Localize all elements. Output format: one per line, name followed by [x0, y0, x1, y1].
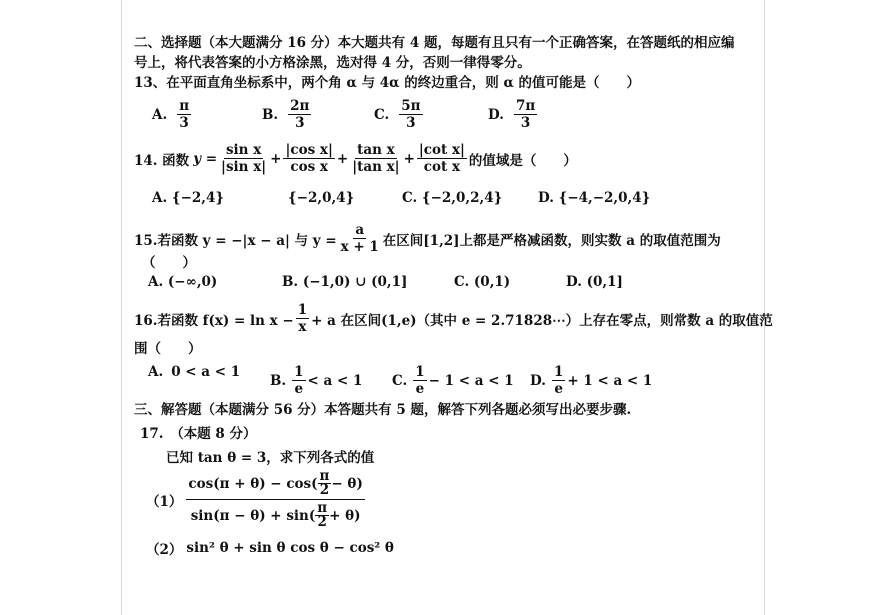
q16-option-b[interactable]: B. 1 e < a < 1 — [270, 364, 363, 397]
fraction: $\frac{\text{sin x}}{\text{|sin x|}}$ — [221, 142, 267, 175]
fraction: 2π 3 — [290, 98, 310, 131]
q17-part1: （1） cos(π + θ) − cos( π 2 − θ) sin(π − θ) + sin( π 2 + θ) — [146, 468, 363, 530]
q13-option-b[interactable]: B. 2π 3 — [262, 98, 310, 131]
fraction: 1 e — [553, 364, 564, 397]
fraction: cos(π + θ) − cos( π 2 − θ) sin(π − θ) + sin( π 2 + θ) — [188, 468, 363, 530]
q15-stem: 15.若函数 y = −|x − a| 与 y = $\frac{a}{x + 1}$ 在区间[1,2]上都是严格减函数，则实数 a 的取值范围为 — [134, 222, 721, 255]
q17-given: 已知 tan θ = 3，求下列各式的值 — [166, 450, 375, 466]
q15-option-a[interactable]: A. (−∞,0) — [148, 274, 218, 290]
q15-option-b[interactable]: B. (−1,0) ∪ (0,1] — [282, 274, 408, 290]
q15-option-d[interactable]: D. (0,1] — [566, 274, 623, 290]
section2-line1: 二、选择题（本大题满分 16 分）本大题共有 4 题，每题有且只有一个正确答案，在答题纸的相应编 — [134, 35, 735, 51]
fraction: $\frac{\text{tan x}}{\text{|tan x|}}$ — [352, 142, 400, 175]
q13-option-a[interactable]: A. π 3 — [152, 98, 190, 131]
q14-option-a[interactable]: A. {−2,4} — [152, 190, 225, 206]
q13-stem: 13、在平面直角坐标系中，两个角 α 与 4α 的终边重合，则 α 的值可能是（ ） — [134, 75, 641, 91]
fraction: π 2 — [319, 468, 330, 498]
q17-part2: （2） sin² θ + sin θ cos θ − cos² θ — [146, 540, 394, 558]
fraction: π 2 — [317, 500, 328, 530]
fraction: $\frac{a}{x + 1}$ — [340, 222, 379, 255]
fraction: 5π 3 — [401, 98, 421, 131]
q13-option-d[interactable]: D. 7π 3 — [488, 98, 536, 131]
q13-option-c[interactable]: C. 5π 3 — [374, 98, 421, 131]
fraction: 1 e — [415, 364, 425, 397]
q16-option-d[interactable]: D. 1 e + 1 < a < 1 — [530, 364, 653, 397]
q16-line2: 围（ ） — [134, 341, 202, 357]
q14-option-b[interactable]: {−2,0,4} — [288, 190, 355, 206]
q14-option-d[interactable]: D. {−4,−2,0,4} — [538, 190, 651, 206]
q17-head: 17. （本题 8 分） — [140, 426, 257, 442]
q15-paren: （ ） — [142, 255, 196, 271]
q14-stem: 14. 函数 y = $\frac{\text{sin x}}{\text{|sin x|}}$ + $\frac{\text{|cos x|}}{\text{cos x}}$ + $\frac{\text{tan x}}{\text{|tan x|}}$ + $\frac{\text{|cot x|}}{\text{cot x}}$ 的值域是（ ） — [134, 142, 577, 175]
q16-option-c[interactable]: C. 1 e − 1 < a < 1 — [392, 364, 514, 397]
q16-option-a[interactable]: A. 0 < a < 1 — [148, 364, 241, 380]
q16-stem: 16.若函数 f(x) = ln x − $\frac{1}{x}$ + a 在区间(1,e)（其中 e = 2.71828⋯）上存在零点，则常数 a 的取值范 — [134, 302, 773, 335]
page-left-edge — [121, 0, 122, 615]
q15-option-c[interactable]: C. (0,1) — [454, 274, 511, 290]
fraction: $\frac{\text{|cos x|}}{\text{cos x}}$ — [285, 142, 333, 175]
fraction: 1 e — [294, 364, 304, 397]
fraction: π 3 — [179, 98, 190, 131]
section2-line2: 号上，将代表答案的小方格涂黑，选对得 4 分，否则一律得零分。 — [134, 55, 531, 71]
q14-option-c[interactable]: C. {−2,0,2,4} — [402, 190, 503, 206]
section3-line1: 三、解答题（本题满分 56 分）本答题共有 5 题，解答下列各题必须写出必要步骤. — [134, 402, 632, 418]
fraction: $\frac{1}{x}$ — [297, 302, 308, 335]
fraction: 7π 3 — [515, 98, 536, 131]
fraction: $\frac{\text{|cot x|}}{\text{cot x}}$ — [418, 142, 465, 175]
